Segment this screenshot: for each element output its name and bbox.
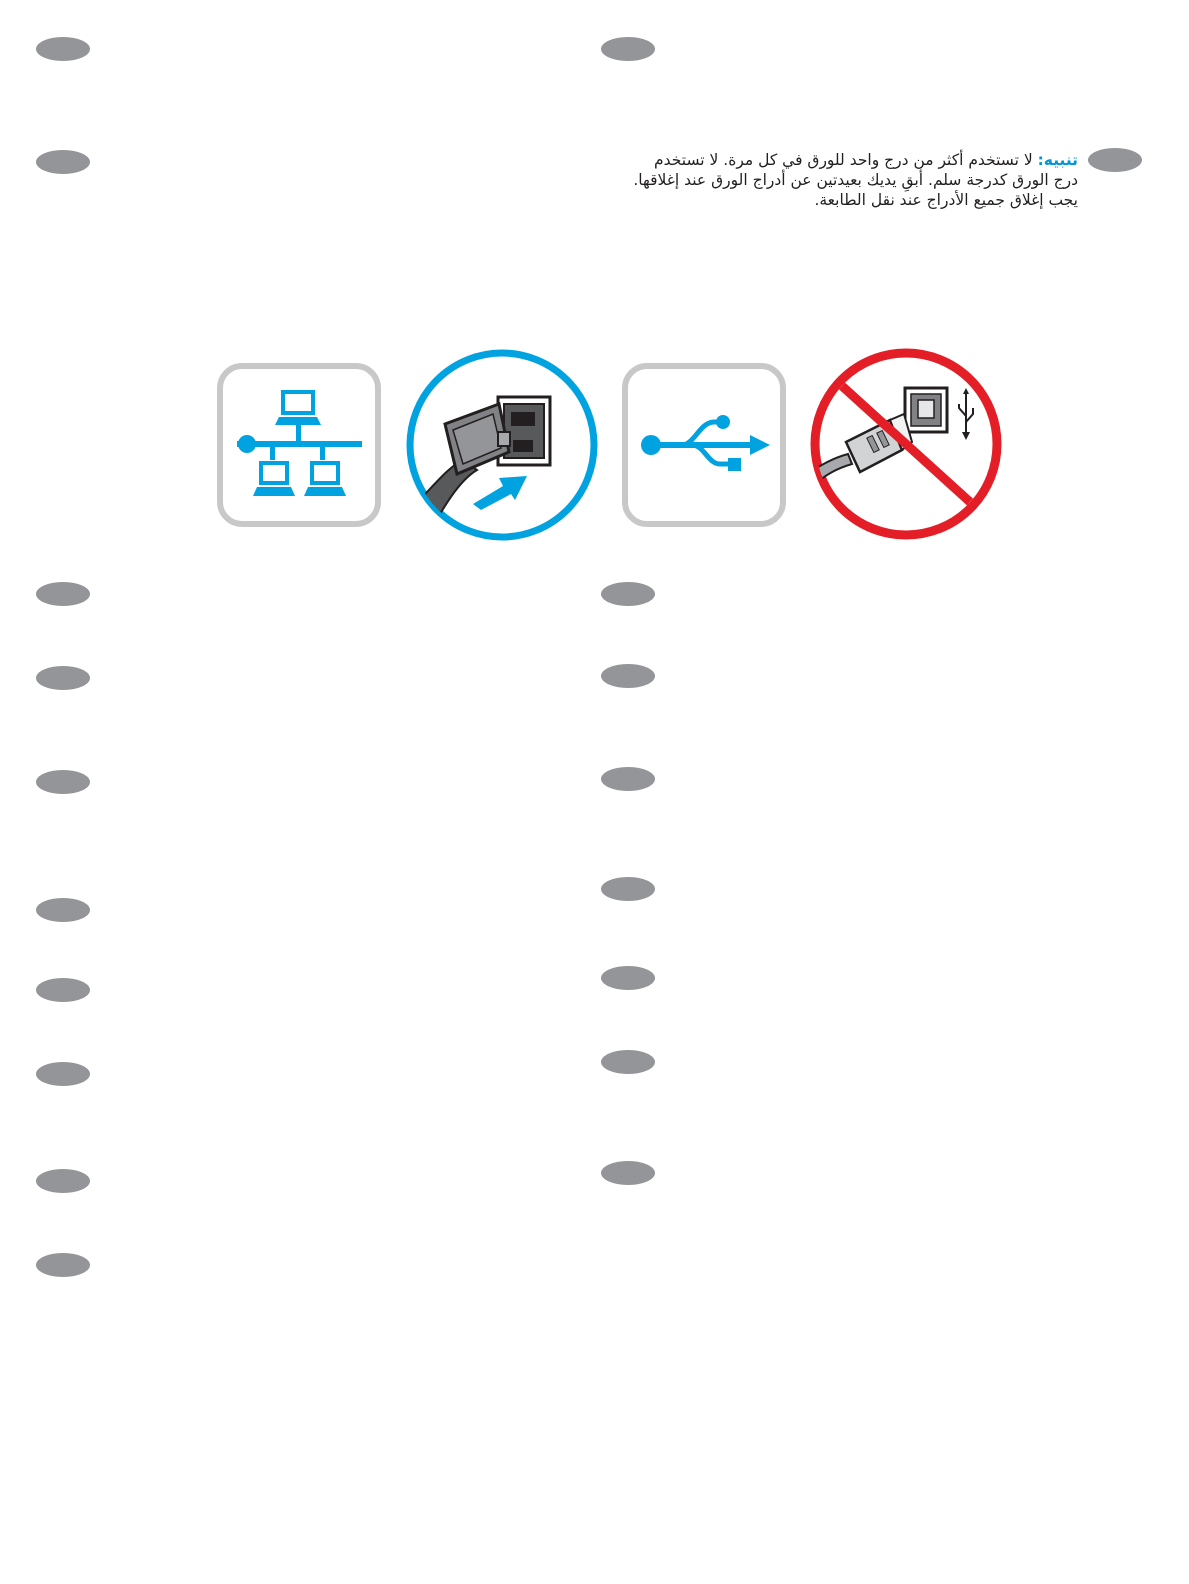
step-marker (36, 582, 90, 606)
step-marker (601, 767, 655, 791)
step-marker (36, 1169, 90, 1193)
caution-notice (558, 150, 1078, 210)
step-marker (601, 664, 655, 688)
step-marker (36, 898, 90, 922)
step-marker (601, 1050, 655, 1074)
caution-line-2: درج الورق كدرجة سلم. أبقِ يديك بعيدتين عن أدراج الورق عند إغلاقها. (633, 171, 1078, 189)
step-marker (36, 666, 90, 690)
step-marker (601, 877, 655, 901)
step-marker (36, 978, 90, 1002)
step-marker (1088, 148, 1142, 172)
step-marker (36, 37, 90, 61)
step-marker (36, 770, 90, 794)
step-marker (601, 1161, 655, 1185)
no-usb-cable-icon (808, 346, 1004, 542)
step-marker (601, 582, 655, 606)
step-marker (36, 1062, 90, 1086)
usb-icon (622, 363, 786, 527)
step-marker (36, 1253, 90, 1277)
step-marker (36, 150, 90, 174)
caution-line-1: لا تستخدم أكثر من درج واحد للورق في كل مرة. لا تستخدم (654, 151, 1038, 169)
step-marker (601, 966, 655, 990)
ethernet-cable-icon (405, 348, 599, 542)
caution-line-3: يجب إغلاق جميع الأدراج عند نقل الطابعة. (814, 191, 1078, 209)
network-icon (217, 363, 381, 527)
caution-label: تنبيه: (1037, 151, 1078, 169)
step-marker (601, 37, 655, 61)
